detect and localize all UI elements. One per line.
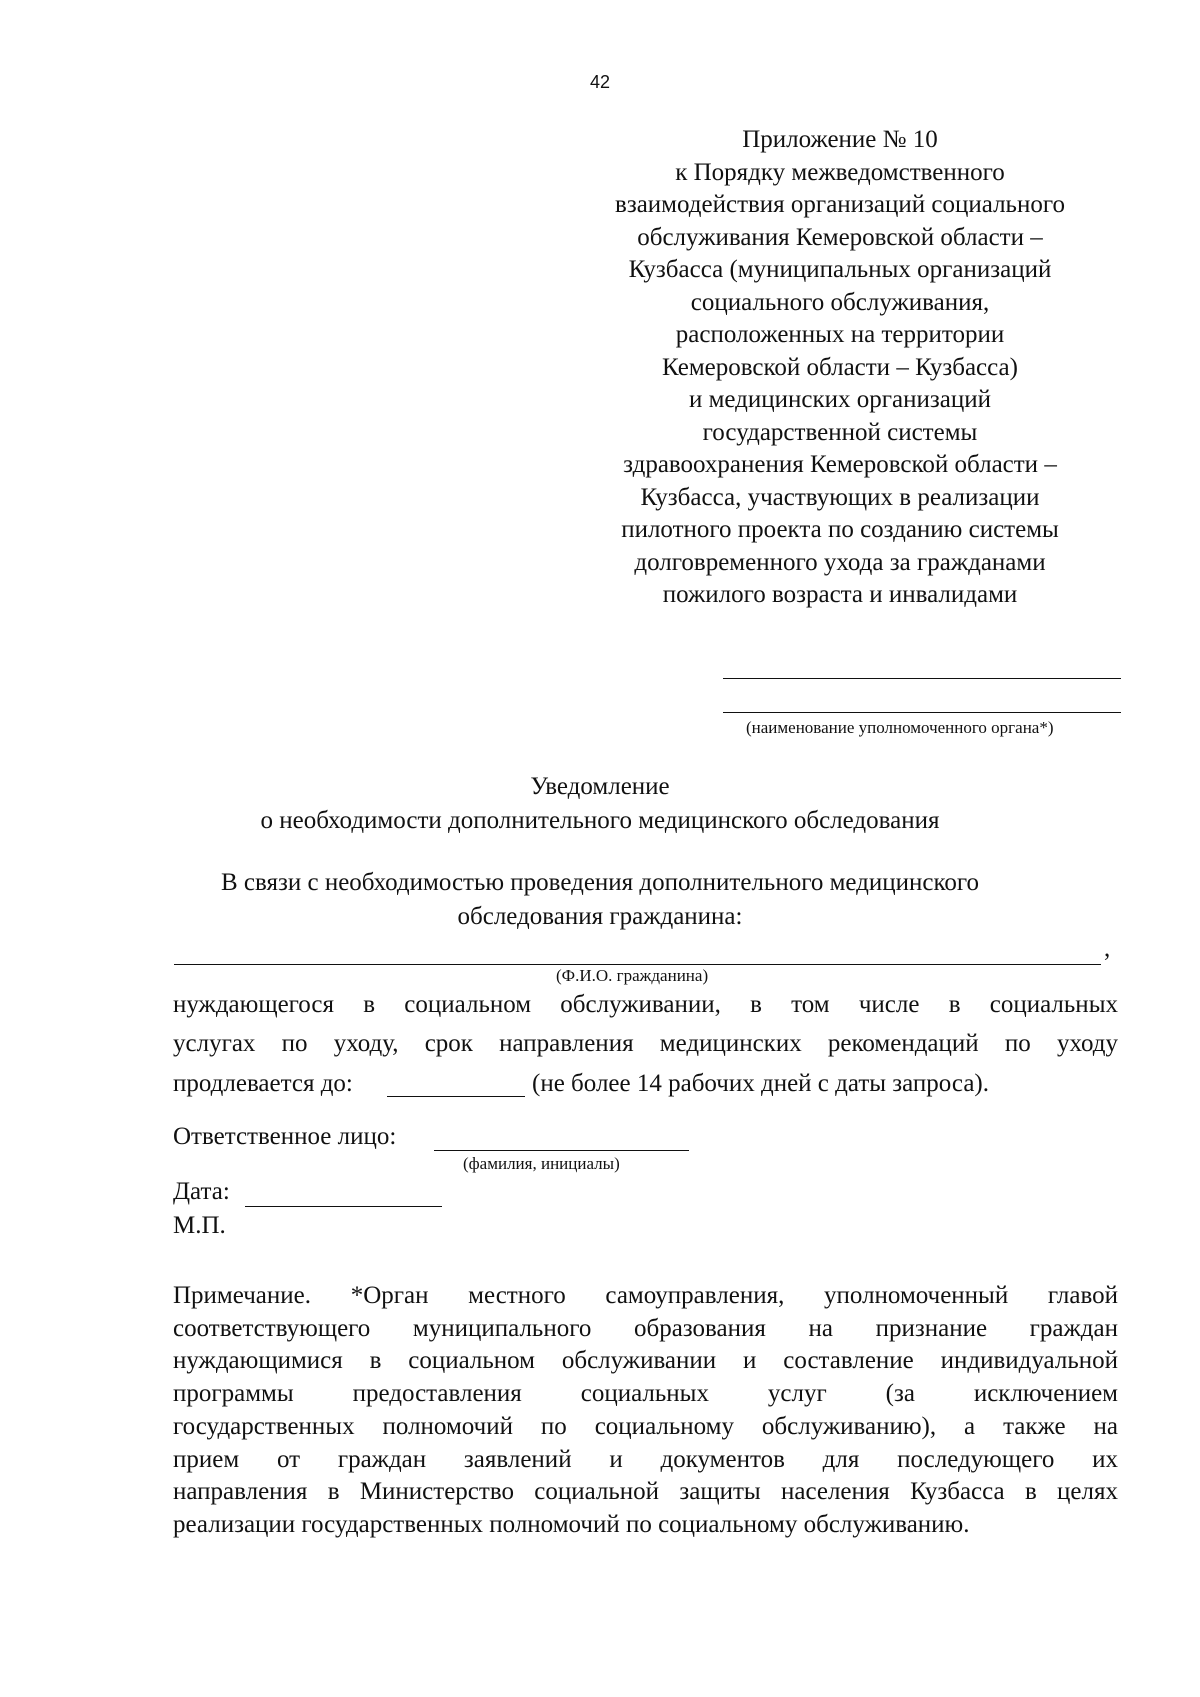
appendix-line: обслуживания Кемеровской области – xyxy=(637,223,1043,251)
note-line: Примечание. *Орган местного самоуправления, уполномоченный главой xyxy=(173,1282,1118,1309)
page-number: 42 xyxy=(589,72,611,92)
appendix-line: Кемеровской области – Кузбасса) xyxy=(662,353,1018,381)
citizen-caption: (Ф.И.О. гражданина) xyxy=(556,966,709,985)
note-line: прием от граждан заявлений и документов для последующего их xyxy=(173,1445,1118,1473)
appendix-line: расположенных на территории xyxy=(675,321,1005,348)
authority-blank-line[interactable] xyxy=(723,712,1121,713)
appendix-line: долговременного ухода за гражданами xyxy=(634,548,1046,576)
citizen-name-blank-line[interactable] xyxy=(174,964,1101,965)
note-paragraph xyxy=(173,1280,1118,1542)
intro-line: обследования гражданина: xyxy=(457,903,743,930)
body-line: нуждающегося в социальном обслуживании, в том числе в социальных xyxy=(173,991,1118,1018)
note-line: программы предоставления социальных услуг (за исключением xyxy=(173,1380,1118,1408)
responsible-person-caption: (фамилия, инициалы) xyxy=(463,1154,620,1173)
notice-title-line: о необходимости дополнительного медицинского обследования xyxy=(260,807,940,834)
date-blank-line[interactable] xyxy=(245,1206,442,1207)
appendix-line: и медицинских организаций xyxy=(688,386,992,413)
note-line: государственных полномочий по социальному обслуживанию), а также на xyxy=(173,1412,1118,1440)
extended-until-label: продлевается до: xyxy=(173,1070,353,1097)
appendix-line: Приложение № 10 xyxy=(742,126,938,153)
note-line: реализации государственных полномочий по социальному обслуживанию. xyxy=(173,1510,970,1538)
responsible-person-label: Ответственное лицо: xyxy=(173,1123,397,1150)
appendix-line: пожилого возраста и инвалидами xyxy=(662,581,1018,608)
appendix-line: Кузбасса (муниципальных организаций xyxy=(628,256,1052,283)
extended-until-blank-line[interactable] xyxy=(387,1096,525,1097)
citizen-comma: , xyxy=(1104,935,1111,962)
extended-until-note: (не более 14 рабочих дней с даты запроса). xyxy=(532,1070,990,1097)
body-paragraph xyxy=(173,985,1118,1063)
date-label: Дата: xyxy=(173,1178,230,1205)
appendix-header xyxy=(580,124,1100,612)
appendix-line: государственной системы xyxy=(702,418,978,446)
intro-text xyxy=(0,866,1200,934)
appendix-line: к Порядку межведомственного xyxy=(675,158,1005,186)
appendix-line: Кузбасса, участвующих в реализации xyxy=(640,483,1040,511)
seal-label: М.П. xyxy=(173,1212,226,1239)
appendix-line: взаимодействия организаций социального xyxy=(615,191,1065,218)
appendix-line: социального обслуживания, xyxy=(690,288,990,316)
appendix-line: пилотного проекта по созданию системы xyxy=(621,516,1059,543)
authority-blank-line[interactable] xyxy=(723,678,1121,679)
note-line: соответствующего муниципального образования на признание граждан xyxy=(173,1314,1118,1342)
note-line: нуждающимися в социальном обслуживании и составление индивидуальной xyxy=(173,1347,1118,1375)
notice-title-line: Уведомление xyxy=(530,773,670,800)
body-line: услугах по уходу, срок направления медицинских рекомендаций по уходу xyxy=(173,1030,1118,1057)
intro-line: В связи с необходимостью проведения дополнительного медицинского xyxy=(220,869,980,896)
note-line: направления в Министерство социальной защиты населения Кузбасса в целях xyxy=(173,1478,1118,1506)
responsible-person-blank-line[interactable] xyxy=(434,1150,689,1151)
appendix-line: здравоохранения Кемеровской области – xyxy=(623,451,1057,478)
notice-title xyxy=(0,770,1200,838)
authority-caption: (наименование уполномоченного органа*) xyxy=(746,718,1054,737)
